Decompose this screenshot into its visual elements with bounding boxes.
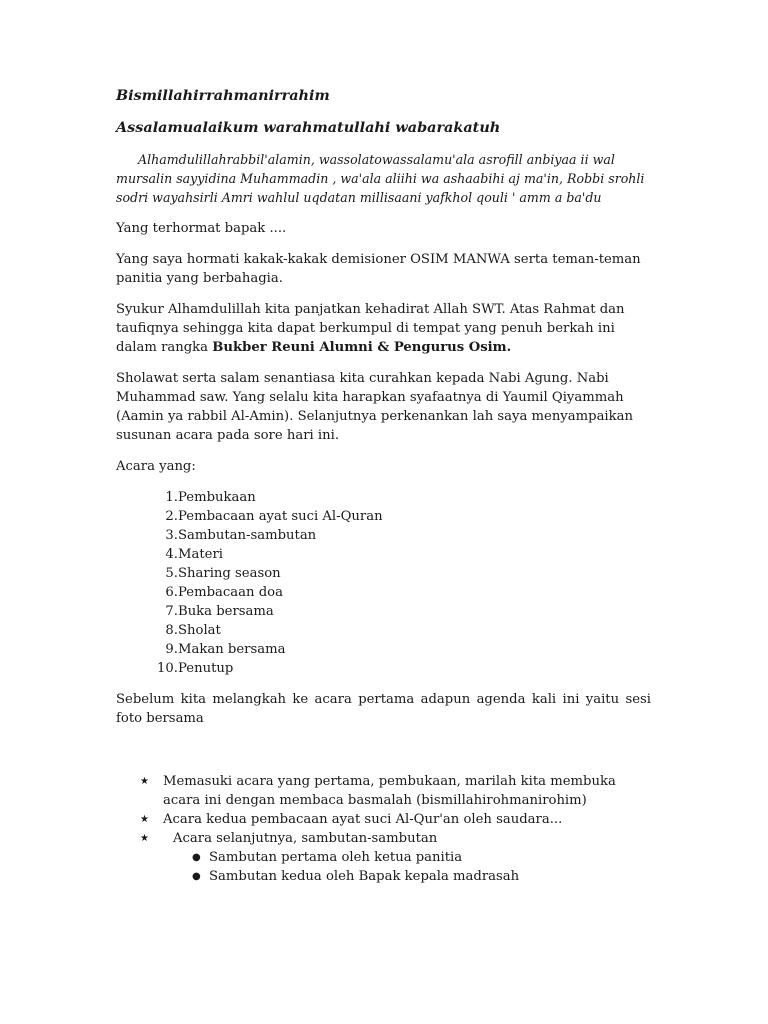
agenda-text: Pembacaan doa [178, 585, 283, 600]
agenda-text: Penutup [178, 661, 234, 676]
star-icon: ★ [140, 776, 149, 787]
agenda-number: 9. [165, 642, 178, 657]
greeting-respected: Yang saya hormati kakak-kakak demisioner OSIM MANWA serta teman-teman panitia yang berbahagia. [116, 252, 641, 286]
agenda-number: 4. [165, 547, 178, 562]
agenda-item [116, 526, 651, 545]
sholawat-paragraph: Sholawat serta salam senantiasa kita curahkan kepada Nabi Agung. Nabi Muhammad saw. Yang selalu kita harapkan syafaatnya di Yaumil Qiyammah (Aamin ya rabbil Al-Amin). Selanjutnya perkenankan lah saya menyampaikan susunan acara pada sore hari ini. [116, 371, 633, 443]
agenda-number: 1. [165, 490, 178, 505]
agenda-item [116, 659, 651, 678]
sub-bullet-text: Sambutan kedua oleh Bapak kepala madrasah [209, 869, 520, 884]
agenda-number: 7. [165, 604, 178, 619]
opening-prayer: Alhamdulillahrabbil'alamin, wassolatowassalamu'ala asrofill anbiyaa ii wal mursalin sayyidina Muhammadin , wa'ala aliihi wa ashaabihi aj ma'in, Robbi srohli sodri wayahsirli Amri wahlul uqdatan millisaani yafkhol qouli ' amm a ba'du [116, 152, 645, 205]
agenda-number: 10. [157, 661, 178, 676]
agenda-item [116, 507, 651, 526]
agenda-item [116, 488, 651, 507]
agenda-text: Makan bersama [178, 642, 286, 657]
star-item [116, 772, 651, 810]
agenda-number: 6. [165, 585, 178, 600]
sub-bullet-text: Sambutan pertama oleh ketua panitia [209, 850, 463, 865]
agenda-intro: Acara yang: [116, 459, 196, 474]
star-list [116, 772, 651, 848]
agenda-number: 3. [165, 528, 178, 543]
star-item-text: Memasuki acara yang pertama, pembukaan, marilah kita membuka acara ini dengan membaca basmalah (bismillahirohmanirohim) [163, 774, 616, 808]
star-icon: ★ [140, 814, 149, 825]
agenda-number: 2. [165, 509, 178, 524]
agenda-text: Materi [178, 547, 223, 562]
sub-bullet-item [116, 867, 651, 886]
agenda-item [116, 640, 651, 659]
document-page [116, 86, 651, 886]
star-item [116, 829, 651, 848]
gratitude-paragraph [116, 300, 651, 357]
agenda-item [116, 621, 651, 640]
star-icon: ★ [140, 833, 149, 844]
gratitude-text: Syukur Alhamdulillah kita panjatkan kehadirat Allah SWT. Atas Rahmat dan taufiqnya sehingga kita dapat berkumpul di tempat yang penuh berkah ini dalam rangka [116, 302, 625, 355]
agenda-item [116, 564, 651, 583]
agenda-text: Sholat [178, 623, 221, 638]
sub-bullet-list [116, 848, 651, 886]
agenda-number: 5. [165, 566, 178, 581]
agenda-text: Pembacaan ayat suci Al-Quran [178, 509, 383, 524]
agenda-text: Pembukaan [178, 490, 256, 505]
agenda-text: Sambutan-sambutan [178, 528, 317, 543]
bullet-dot-icon: ● [192, 871, 201, 882]
greeting-honored: Yang terhormat bapak .... [116, 221, 287, 236]
agenda-text: Sharing season [178, 566, 281, 581]
agenda-item [116, 545, 651, 564]
heading-salam: Assalamualaikum warahmatullahi wabarakatuh [116, 119, 501, 136]
agenda-item [116, 583, 651, 602]
agenda-item [116, 602, 651, 621]
agenda-number: 8. [165, 623, 178, 638]
bullet-dot-icon: ● [192, 852, 201, 863]
agenda-text: Buka bersama [178, 604, 274, 619]
star-item-text: Acara selanjutnya, sambutan-sambutan [173, 831, 438, 846]
star-item [116, 810, 651, 829]
star-item-text: Acara kedua pembacaan ayat suci Al-Qur'an oleh saudara... [163, 812, 563, 827]
sub-bullet-item [116, 848, 651, 867]
heading-basmalah: Bismillahirrahmanirrahim [116, 87, 330, 104]
blank-space [116, 728, 651, 772]
event-name: Bukber Reuni Alumni & Pengurus Osim. [212, 340, 512, 355]
photo-session-paragraph: Sebelum kita melangkah ke acara pertama adapun agenda kali ini yaitu sesi foto bersama [116, 692, 651, 726]
agenda-list [116, 488, 651, 678]
